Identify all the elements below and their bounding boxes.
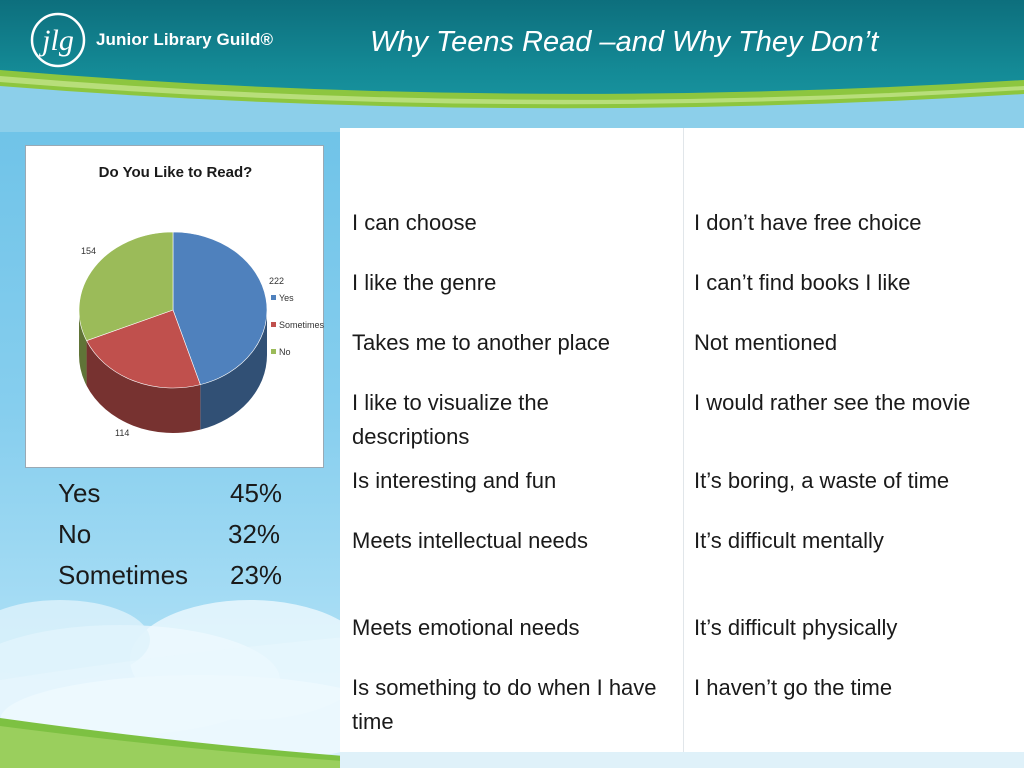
chart-title: Do You Like to Read? (98, 164, 253, 181)
logo (28, 12, 273, 68)
data-label-sometimes: 114 (115, 428, 130, 438)
table-cell-read: I like to visualize the descriptions (352, 390, 549, 449)
table-cell-read: I like the genre (352, 270, 497, 295)
table-cell-dont: I haven’t go the time (694, 675, 893, 700)
percent-label: No (58, 519, 92, 549)
table-cell-dont: I would rather see the movie (694, 390, 971, 415)
legend-label-sometimes: Sometimes (279, 320, 325, 330)
reasons-table (340, 128, 1024, 752)
data-label-no: 154 (81, 246, 97, 256)
data-label-yes: 222 (269, 276, 285, 286)
table-cell-dont: Not mentioned (694, 330, 838, 355)
legend-swatch-sometimes (271, 322, 276, 327)
legend-label-yes: Yes (279, 293, 294, 303)
pie-chart (26, 146, 325, 469)
table-cell-read: Is interesting and fun (352, 468, 557, 493)
percent-value: 23% (230, 560, 283, 590)
table-cell-dont: I don’t have free choice (694, 210, 922, 235)
percent-label: Sometimes (58, 560, 189, 590)
table-cell-dont: It’s difficult physically (694, 615, 898, 640)
slide-title: Why Teens Read –and Why They Don’t (370, 26, 879, 58)
svg-text:jlg: jlg (42, 24, 74, 57)
percent-value: 45% (230, 478, 283, 508)
percent-label: Yes (58, 478, 101, 508)
pie-chart-frame (25, 145, 324, 468)
table-cell-read: Is something to do when I have time (352, 675, 657, 734)
table-cell-read: Meets intellectual needs (352, 528, 589, 553)
table-cell-dont: It’s difficult mentally (694, 528, 884, 553)
legend-swatch-no (271, 349, 276, 354)
table-cell-dont: I can’t find books I like (694, 270, 911, 295)
table-cell-read: I can choose (352, 210, 477, 235)
table-cell-read: Takes me to another place (352, 330, 611, 355)
logo-text: Junior Library Guild® (96, 30, 274, 49)
legend-swatch-yes (271, 295, 276, 300)
legend-label-no: No (279, 347, 291, 357)
column-divider (683, 128, 684, 752)
table-cell-dont: It’s boring, a waste of time (694, 468, 950, 493)
percent-value: 32% (228, 519, 281, 549)
junior-library-guild-logo-icon (28, 12, 90, 68)
bottom-strip (340, 752, 1024, 768)
table-cell-read: Meets emotional needs (352, 615, 580, 640)
